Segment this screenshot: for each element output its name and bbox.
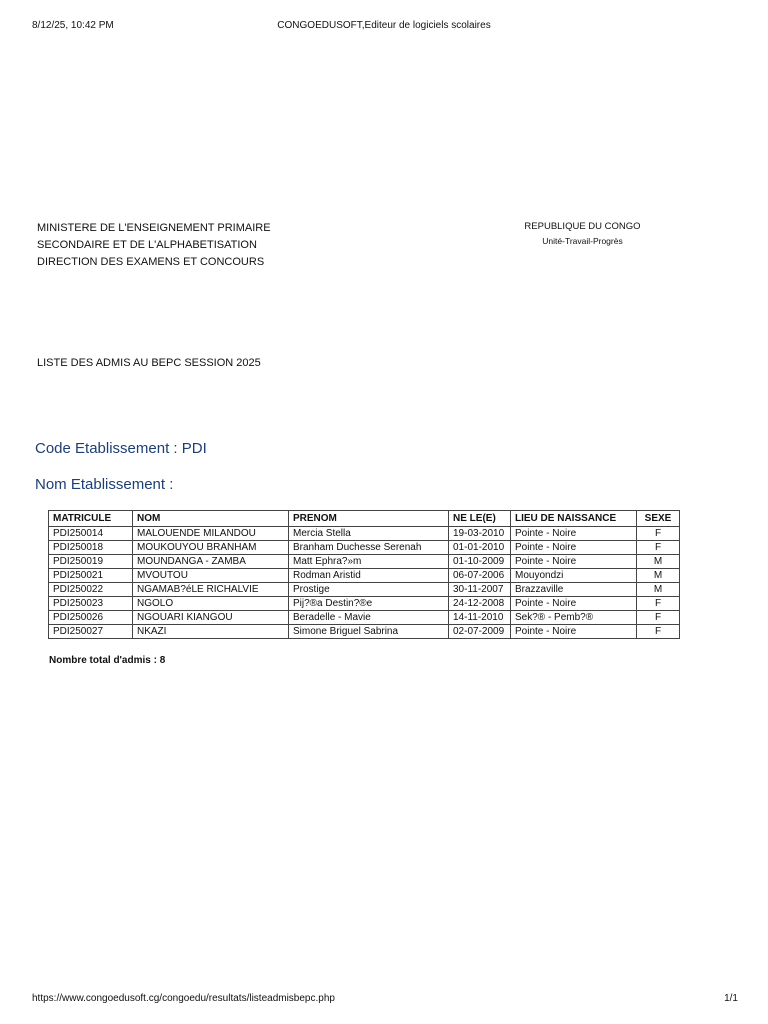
print-datetime: 8/12/25, 10:42 PM <box>32 20 114 31</box>
cell-prenom: Rodman Aristid <box>289 569 449 583</box>
table-header-row <box>49 511 680 527</box>
cell-matricule: PDI250026 <box>49 611 133 625</box>
table-row <box>49 541 680 555</box>
cell-sexe: F <box>637 625 680 639</box>
cell-lieu-naissance: Brazzaville <box>511 583 637 597</box>
cell-nom: NKAZI <box>133 625 289 639</box>
cell-lieu-naissance: Pointe - Noire <box>511 541 637 555</box>
cell-nom: MVOUTOU <box>133 569 289 583</box>
cell-ne-le: 19-03-2010 <box>449 527 511 541</box>
cell-ne-le: 06-07-2006 <box>449 569 511 583</box>
header-prenom: PRENOM <box>289 511 449 527</box>
table-row <box>49 583 680 597</box>
cell-lieu-naissance: Pointe - Noire <box>511 527 637 541</box>
table-row <box>49 625 680 639</box>
cell-nom: NGAMAB?éLE RICHALVIE <box>133 583 289 597</box>
cell-ne-le: 02-07-2009 <box>449 625 511 639</box>
cell-matricule: PDI250019 <box>49 555 133 569</box>
cell-prenom: Mercia Stella <box>289 527 449 541</box>
cell-nom: NGOUARI KIANGOU <box>133 611 289 625</box>
republic-name: REPUBLIQUE DU CONGO <box>524 221 641 232</box>
cell-ne-le: 14-11-2010 <box>449 611 511 625</box>
header-sexe: SEXE <box>637 511 680 527</box>
cell-sexe: F <box>637 541 680 555</box>
cell-prenom: Branham Duchesse Serenah <box>289 541 449 555</box>
cell-ne-le: 01-01-2010 <box>449 541 511 555</box>
cell-lieu-naissance: Pointe - Noire <box>511 597 637 611</box>
cell-sexe: M <box>637 569 680 583</box>
ministry-line-2: SECONDAIRE ET DE L'ALPHABETISATION <box>37 239 257 251</box>
cell-lieu-naissance: Pointe - Noire <box>511 555 637 569</box>
establishment-name: Nom Etablissement : <box>35 476 174 493</box>
cell-matricule: PDI250018 <box>49 541 133 555</box>
cell-sexe: M <box>637 583 680 597</box>
cell-matricule: PDI250022 <box>49 583 133 597</box>
establishment-code: Code Etablissement : PDI <box>35 440 207 457</box>
cell-prenom: Beradelle - Mavie <box>289 611 449 625</box>
cell-matricule: PDI250021 <box>49 569 133 583</box>
cell-ne-le: 01-10-2009 <box>449 555 511 569</box>
cell-ne-le: 24-12-2008 <box>449 597 511 611</box>
table-row <box>49 555 680 569</box>
cell-sexe: F <box>637 527 680 541</box>
cell-nom: MOUKOUYOU BRANHAM <box>133 541 289 555</box>
ministry-line-3: DIRECTION DES EXAMENS ET CONCOURS <box>37 256 265 268</box>
cell-prenom: Matt Ephra?»m <box>289 555 449 569</box>
cell-prenom: Simone Briguel Sabrina <box>289 625 449 639</box>
cell-nom: NGOLO <box>133 597 289 611</box>
cell-sexe: F <box>637 597 680 611</box>
cell-matricule: PDI250027 <box>49 625 133 639</box>
print-page-title: CONGOEDUSOFT,Editeur de logiciels scolaires <box>277 20 491 31</box>
total-admitted: Nombre total d'admis : 8 <box>49 655 166 666</box>
table-row <box>49 611 680 625</box>
print-footer-url[interactable]: https://www.congoedusoft.cg/congoedu/resultats/listeadmisbepc.php <box>32 993 335 1004</box>
header-nom: NOM <box>133 511 289 527</box>
table-row <box>49 597 680 611</box>
cell-nom: MOUNDANGA - ZAMBA <box>133 555 289 569</box>
ministry-block <box>37 220 271 271</box>
cell-prenom: Prostige <box>289 583 449 597</box>
republic-block <box>495 220 670 248</box>
ministry-line-1: MINISTERE DE L'ENSEIGNEMENT PRIMAIRE <box>37 222 271 234</box>
cell-ne-le: 30-11-2007 <box>449 583 511 597</box>
header-lieu-naissance: LIEU DE NAISSANCE <box>511 511 637 527</box>
cell-lieu-naissance: Pointe - Noire <box>511 625 637 639</box>
republic-motto: Unité-Travail-Progrès <box>542 236 623 246</box>
cell-lieu-naissance: Mouyondzi <box>511 569 637 583</box>
cell-sexe: F <box>637 611 680 625</box>
cell-matricule: PDI250014 <box>49 527 133 541</box>
cell-lieu-naissance: Sek?® - Pemb?® <box>511 611 637 625</box>
cell-matricule: PDI250023 <box>49 597 133 611</box>
list-title: LISTE DES ADMIS AU BEPC SESSION 2025 <box>37 357 261 369</box>
cell-nom: MALOUENDE MILANDOU <box>133 527 289 541</box>
table-row <box>49 569 680 583</box>
cell-sexe: M <box>637 555 680 569</box>
header-ne-le: NE LE(E) <box>449 511 511 527</box>
header-matricule: MATRICULE <box>49 511 133 527</box>
admitted-students-table <box>48 510 680 639</box>
cell-prenom: Pij?®a Destin?®e <box>289 597 449 611</box>
print-page-number: 1/1 <box>724 993 738 1004</box>
table-row <box>49 527 680 541</box>
